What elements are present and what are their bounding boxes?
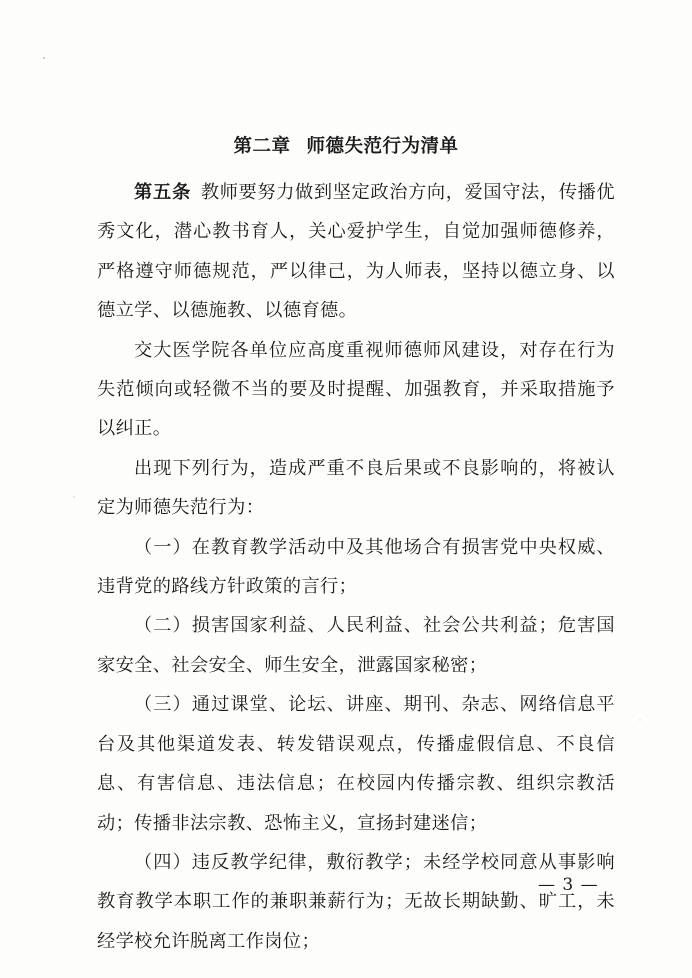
body-text: [97, 173, 615, 961]
article-gap: [191, 182, 201, 203]
list-item-2: （二）损害国家利益、人民利益、社会公共利益；危害国家安全、社会安全、师生安全，泄露国家秘密；: [97, 615, 615, 676]
article-paragraph: [97, 173, 615, 331]
chapter-number: 第二章: [233, 136, 291, 157]
paragraph-requirement: 交大医学院各单位应高度重视师德师风建设，对存在行为失范倾向或轻微不当的要及时提醒、加强教育，并采取措施予以纠正。: [97, 339, 615, 440]
paragraph-definition: 出现下列行为，造成严重不良后果或不良影响的，将被认定为师德失范行为：: [97, 457, 615, 519]
list-item-1: （一）在教育教学活动中及其他场合有损害党中央权威、违背党的路线方针政策的言行；: [97, 536, 615, 598]
list-item-4: （四）违反教学纪律，敷衍教学；未经学校同意从事影响教育教学本职工作的兼职兼薪行为；无故长期缺勤、旷工，未经学校允许脱离工作岗位；: [97, 851, 615, 952]
chapter-title: 师德失范行为清单: [306, 136, 459, 157]
article-text: 教师要努力做到坚定政治方向，爱国守法，传播优秀文化，潜心教书育人，关心爱护学生，自觉加强师德修养，严格遵守师德规范，严以律己，为人师表，坚持以德立身、以德立学、以德施教、以德育德。: [97, 182, 615, 322]
chapter-heading: [0, 132, 692, 158]
article-label: 第五条: [134, 182, 192, 203]
list-item-3: （三）通过课堂、论坛、讲座、期刊、杂志、网络信息平台及其他渠道发表、转发错误观点，传播虚假信息、不良信息、有害信息、违法信息；在校园内传播宗教、组织宗教活动；传播非法宗教、恐怖主义，宣扬封建迷信；: [97, 694, 615, 834]
page-number: — 3 —: [538, 875, 599, 895]
